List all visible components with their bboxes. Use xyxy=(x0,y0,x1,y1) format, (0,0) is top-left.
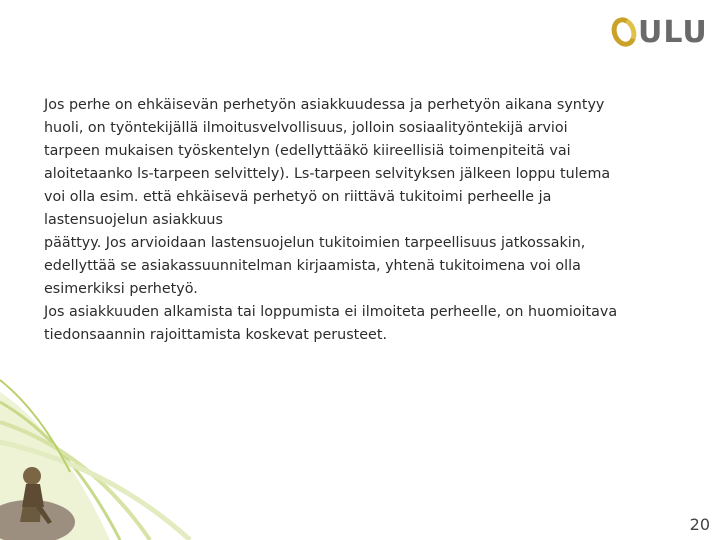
text-line: Jos asiakkuuden alkamista tai loppumista ei ilmoiteta perheelle, on huomioitava xyxy=(44,304,618,320)
text-line: lastensuojelun asiakkuus xyxy=(44,212,223,228)
text-line: päättyy. Jos arvioidaan lastensuojelun tukitoimien tarpeellisuus jatkossakin, xyxy=(44,235,586,251)
swoosh-statue-graphic xyxy=(0,372,220,540)
text-line: tiedonsaannin rajoittamista koskevat perusteet. xyxy=(44,327,387,343)
decorative-statue-image xyxy=(0,372,220,540)
text-line: huoli, on työntekijällä ilmoitusvelvollisuus, jolloin sosiaalityöntekijä arvioi xyxy=(44,120,568,136)
logo-text: ULU xyxy=(638,14,708,50)
oulu-logo xyxy=(612,12,708,52)
text-line: aloitetaanko ls-tarpeen selvittely). Ls-tarpeen selvityksen jälkeen loppu tulema xyxy=(44,166,611,182)
slide-body-text xyxy=(44,94,704,347)
text-line: esimerkiksi perhetyö. xyxy=(44,281,198,297)
text-line: edellyttää se asiakassuunnitelman kirjaamista, yhtenä tukitoimena voi olla xyxy=(44,258,581,274)
logo-ring-icon xyxy=(608,14,641,50)
text-line: tarpeen mukaisen työskentelyn (edellyttääkö kiireellisiä toimenpiteitä vai xyxy=(44,143,571,159)
text-line: voi olla esim. että ehkäisevä perhetyö on riittävä tukitoimi perheelle ja xyxy=(44,189,552,205)
text-line: Jos perhe on ehkäisevän perhetyön asiakkuudessa ja perhetyön aikana syntyy xyxy=(44,97,605,113)
page-number: 20 xyxy=(689,515,710,534)
